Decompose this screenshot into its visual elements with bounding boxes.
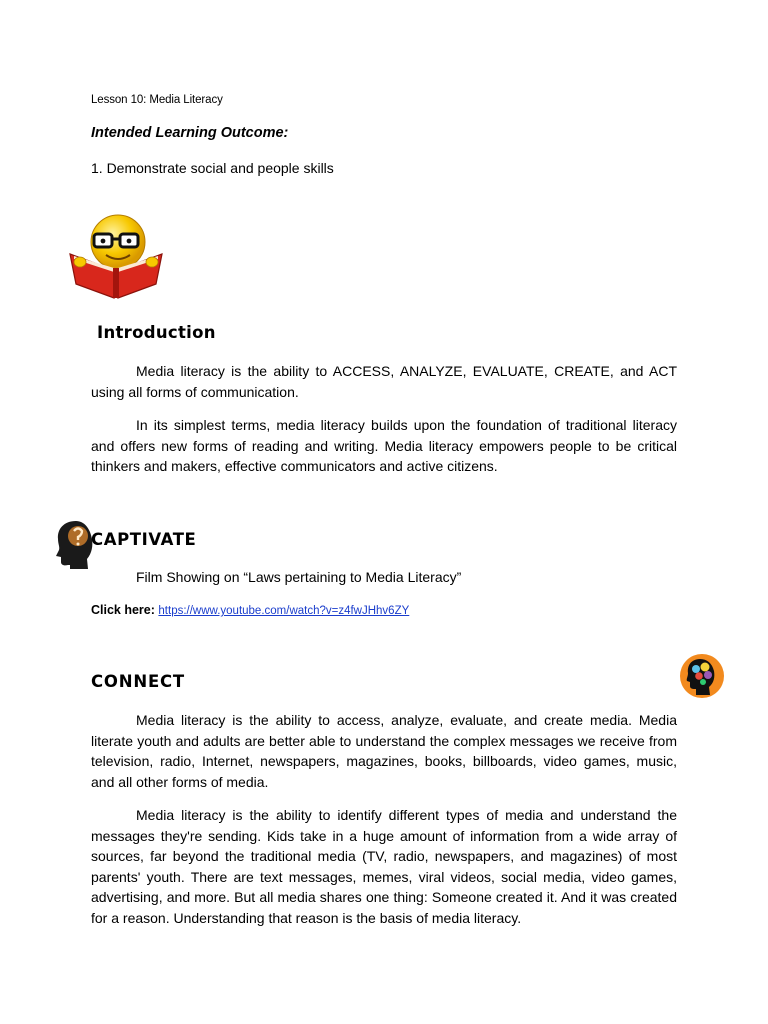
reading-emoji-icon <box>66 212 166 302</box>
outcome-item: 1. Demonstrate social and people skills <box>91 160 334 176</box>
connect-paragraph: Media literacy is the ability to access, analyze, evaluate, and create media. Media literate youth and adults are better able to understand the complex messages we receive from television, radio, Internet, newspapers, magazines, books, billboards, video games, music, and all other forms of media. <box>91 712 677 790</box>
brain-head-icon <box>678 653 726 699</box>
captivate-heading: CAPTIVATE <box>91 530 197 549</box>
lesson-title: Lesson 10: Media Literacy <box>91 94 223 106</box>
head-silhouette-icon <box>54 519 94 569</box>
film-showing-text: Film Showing on “Laws pertaining to Media Literacy” <box>136 569 462 585</box>
introduction-heading: Introduction <box>97 323 216 342</box>
click-here-label: Click here: <box>91 603 155 617</box>
connect-paragraph: Media literacy is the ability to identify different types of media and understand the messages they're sending. Kids take in a huge amount of information from a wide array of sources, far beyond the traditional media (TV, radio, newspapers, and magazines) of most parents' youth. There are text messages, memes, viral videos, social media, video games, advertising, and more. But all media shares one thing: Someone created it. And it was created for a reason. Understanding that reason is the basis of media literacy. <box>91 807 677 926</box>
introduction-paragraph: Media literacy is the ability to ACCESS, ANALYZE, EVALUATE, CREATE, and ACT using all forms of communication. <box>91 363 677 400</box>
youtube-link[interactable]: https://www.youtube.com/watch?v=z4fwJHhv6ZY <box>158 605 410 617</box>
outcome-heading: Intended Learning Outcome: <box>91 125 289 141</box>
click-here-line <box>91 603 409 617</box>
introduction-paragraph: In its simplest terms, media literacy builds upon the foundation of traditional literacy and offers new forms of reading and writing. Media literacy empowers people to be critical thinkers and makers, effective communicators and active citizens. <box>91 417 677 474</box>
connect-heading: CONNECT <box>91 672 185 691</box>
